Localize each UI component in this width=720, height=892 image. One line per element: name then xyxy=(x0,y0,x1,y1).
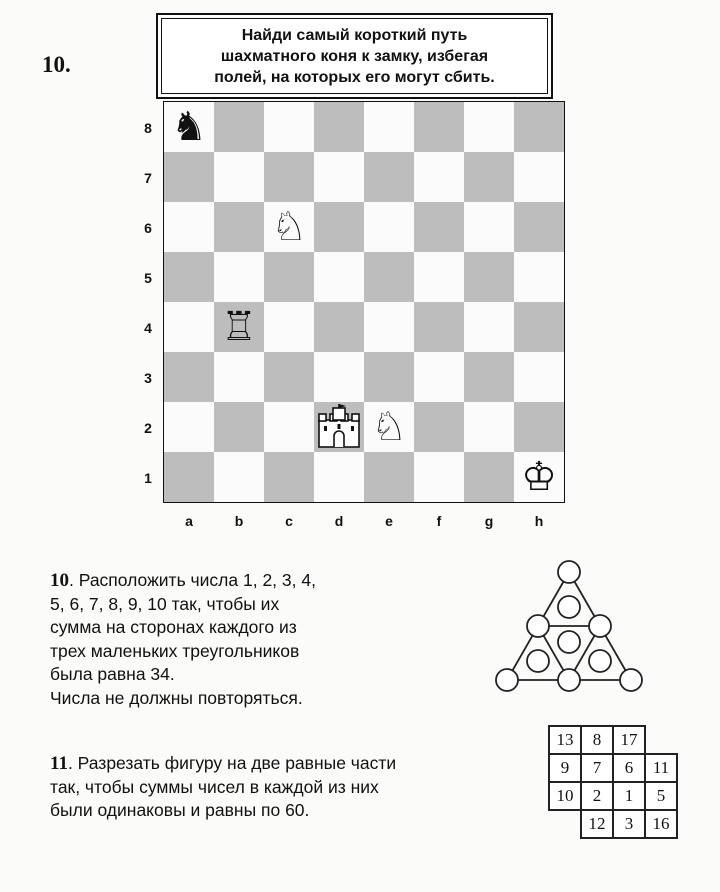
square-g2 xyxy=(464,402,514,452)
square-g4 xyxy=(464,302,514,352)
castle-icon xyxy=(314,402,364,452)
title-line-2: шахматного коня к замку, избегая xyxy=(220,47,489,65)
square-f4 xyxy=(414,302,464,352)
title-box xyxy=(156,13,553,99)
square-e8 xyxy=(364,102,414,152)
square-h6 xyxy=(514,202,564,252)
title-line-3: полей, на которых его могут сбить. xyxy=(214,68,495,86)
rank-label: 1 xyxy=(144,470,152,486)
white-knight-icon: ♘ xyxy=(271,204,307,250)
rank-label: 5 xyxy=(144,270,152,286)
grid-cell: 2 xyxy=(580,781,614,811)
triangle-diagram xyxy=(493,557,643,697)
square-g5 xyxy=(464,252,514,302)
chess-board xyxy=(163,101,565,503)
square-f6 xyxy=(414,202,464,252)
square-a3 xyxy=(164,352,214,402)
task-10-line-4: трех маленьких треугольников xyxy=(50,640,300,661)
rank-label: 2 xyxy=(144,420,152,436)
square-c8 xyxy=(264,102,314,152)
square-d8 xyxy=(314,102,364,152)
square-e4 xyxy=(364,302,414,352)
file-label: d xyxy=(334,513,344,529)
white-rook-icon: ♖ xyxy=(221,304,257,350)
square-g7 xyxy=(464,152,514,202)
file-label: c xyxy=(285,513,293,529)
triangle-node xyxy=(558,561,580,583)
grid-cell: 5 xyxy=(644,781,678,811)
square-a5 xyxy=(164,252,214,302)
task-11 xyxy=(50,752,500,823)
triangle-node xyxy=(558,596,580,618)
square-d3 xyxy=(314,352,364,402)
triangle-node xyxy=(558,631,580,653)
square-c4 xyxy=(264,302,314,352)
square-e3 xyxy=(364,352,414,402)
square-f1 xyxy=(414,452,464,502)
grid-cell: 10 xyxy=(548,781,582,811)
task-10-line-6: Числа не должны повторяться. xyxy=(50,687,303,708)
rank-label: 3 xyxy=(144,370,152,386)
square-g6 xyxy=(464,202,514,252)
rank-label: 8 xyxy=(144,120,152,136)
square-c1 xyxy=(264,452,314,502)
square-b2 xyxy=(214,402,264,452)
grid-cell: 3 xyxy=(612,809,646,839)
task-10-line-2: 5, 6, 7, 8, 9, 10 так, чтобы их xyxy=(50,593,280,614)
file-label: h xyxy=(534,513,544,529)
triangle-node xyxy=(558,669,580,691)
title-line-1: Найди самый короткий путь xyxy=(241,26,468,44)
triangle-node xyxy=(589,615,611,637)
square-b3 xyxy=(214,352,264,402)
square-g8 xyxy=(464,102,514,152)
task-10-line-1: . Расположить числа 1, 2, 3, 4, xyxy=(69,570,316,590)
task-10-line-3: сумма на сторонах каждого из xyxy=(50,617,297,637)
square-d4 xyxy=(314,302,364,352)
square-d7 xyxy=(314,152,364,202)
square-b4 xyxy=(214,302,264,352)
square-c5 xyxy=(264,252,314,302)
task-11-number: 11 xyxy=(50,753,68,774)
file-label: a xyxy=(185,513,193,529)
square-a7 xyxy=(164,152,214,202)
triangle-node xyxy=(589,650,611,672)
square-h7 xyxy=(514,152,564,202)
task-10-number: 10 xyxy=(50,570,69,591)
square-g3 xyxy=(464,352,514,402)
square-a2 xyxy=(164,402,214,452)
square-c3 xyxy=(264,352,314,402)
grid-cell: 13 xyxy=(548,725,582,755)
grid-cell: 11 xyxy=(644,753,678,783)
white-king-icon: ♔ xyxy=(521,454,557,500)
square-h2 xyxy=(514,402,564,452)
square-d1 xyxy=(314,452,364,502)
task-11-line-1: . Разрезать фигуру на две равные части xyxy=(67,753,397,773)
square-e1 xyxy=(364,452,414,502)
square-d2 xyxy=(314,402,364,452)
square-b6 xyxy=(214,202,264,252)
square-h5 xyxy=(514,252,564,302)
task-10 xyxy=(50,569,390,710)
square-c6 xyxy=(264,202,314,252)
triangle-node xyxy=(496,669,518,691)
square-b5 xyxy=(214,252,264,302)
square-f5 xyxy=(414,252,464,302)
square-f7 xyxy=(414,152,464,202)
square-h8 xyxy=(514,102,564,152)
square-h3 xyxy=(514,352,564,402)
file-label: e xyxy=(385,513,393,529)
square-a6 xyxy=(164,202,214,252)
square-b7 xyxy=(214,152,264,202)
square-a4 xyxy=(164,302,214,352)
square-f2 xyxy=(414,402,464,452)
grid-cell: 8 xyxy=(580,725,614,755)
grid-cell: 16 xyxy=(644,809,678,839)
triangle-node xyxy=(620,669,642,691)
task-10-line-5: была равна 34. xyxy=(50,664,175,684)
square-e2 xyxy=(364,402,414,452)
square-a8 xyxy=(164,102,214,152)
square-a1 xyxy=(164,452,214,502)
task-11-line-2: так, чтобы суммы чисел в каждой из них xyxy=(50,776,379,797)
rank-label: 7 xyxy=(144,170,152,186)
square-h4 xyxy=(514,302,564,352)
grid-cell: 7 xyxy=(580,753,614,783)
grid-cell: 6 xyxy=(612,753,646,783)
grid-cell: 1 xyxy=(612,781,646,811)
file-label: g xyxy=(484,513,494,529)
square-e7 xyxy=(364,152,414,202)
square-b1 xyxy=(214,452,264,502)
grid-cell: 17 xyxy=(612,725,646,755)
black-knight-icon: ♞ xyxy=(171,104,207,150)
white-knight-icon: ♘ xyxy=(371,404,407,450)
task-11-line-3: были одинаковы и равны по 60. xyxy=(50,800,310,820)
file-label: b xyxy=(234,513,244,529)
square-c7 xyxy=(264,152,314,202)
square-h1 xyxy=(514,452,564,502)
file-label: f xyxy=(436,513,442,529)
square-d5 xyxy=(314,252,364,302)
square-d6 xyxy=(314,202,364,252)
grid-cell: 9 xyxy=(548,753,582,783)
square-g1 xyxy=(464,452,514,502)
square-e5 xyxy=(364,252,414,302)
square-f8 xyxy=(414,102,464,152)
square-b8 xyxy=(214,102,264,152)
triangle-node xyxy=(527,650,549,672)
triangle-node xyxy=(527,615,549,637)
rank-label: 6 xyxy=(144,220,152,236)
square-e6 xyxy=(364,202,414,252)
grid-cell: 12 xyxy=(580,809,614,839)
square-f3 xyxy=(414,352,464,402)
square-c2 xyxy=(264,402,314,452)
rank-label: 4 xyxy=(144,320,152,336)
task-number: 10. xyxy=(42,52,71,77)
